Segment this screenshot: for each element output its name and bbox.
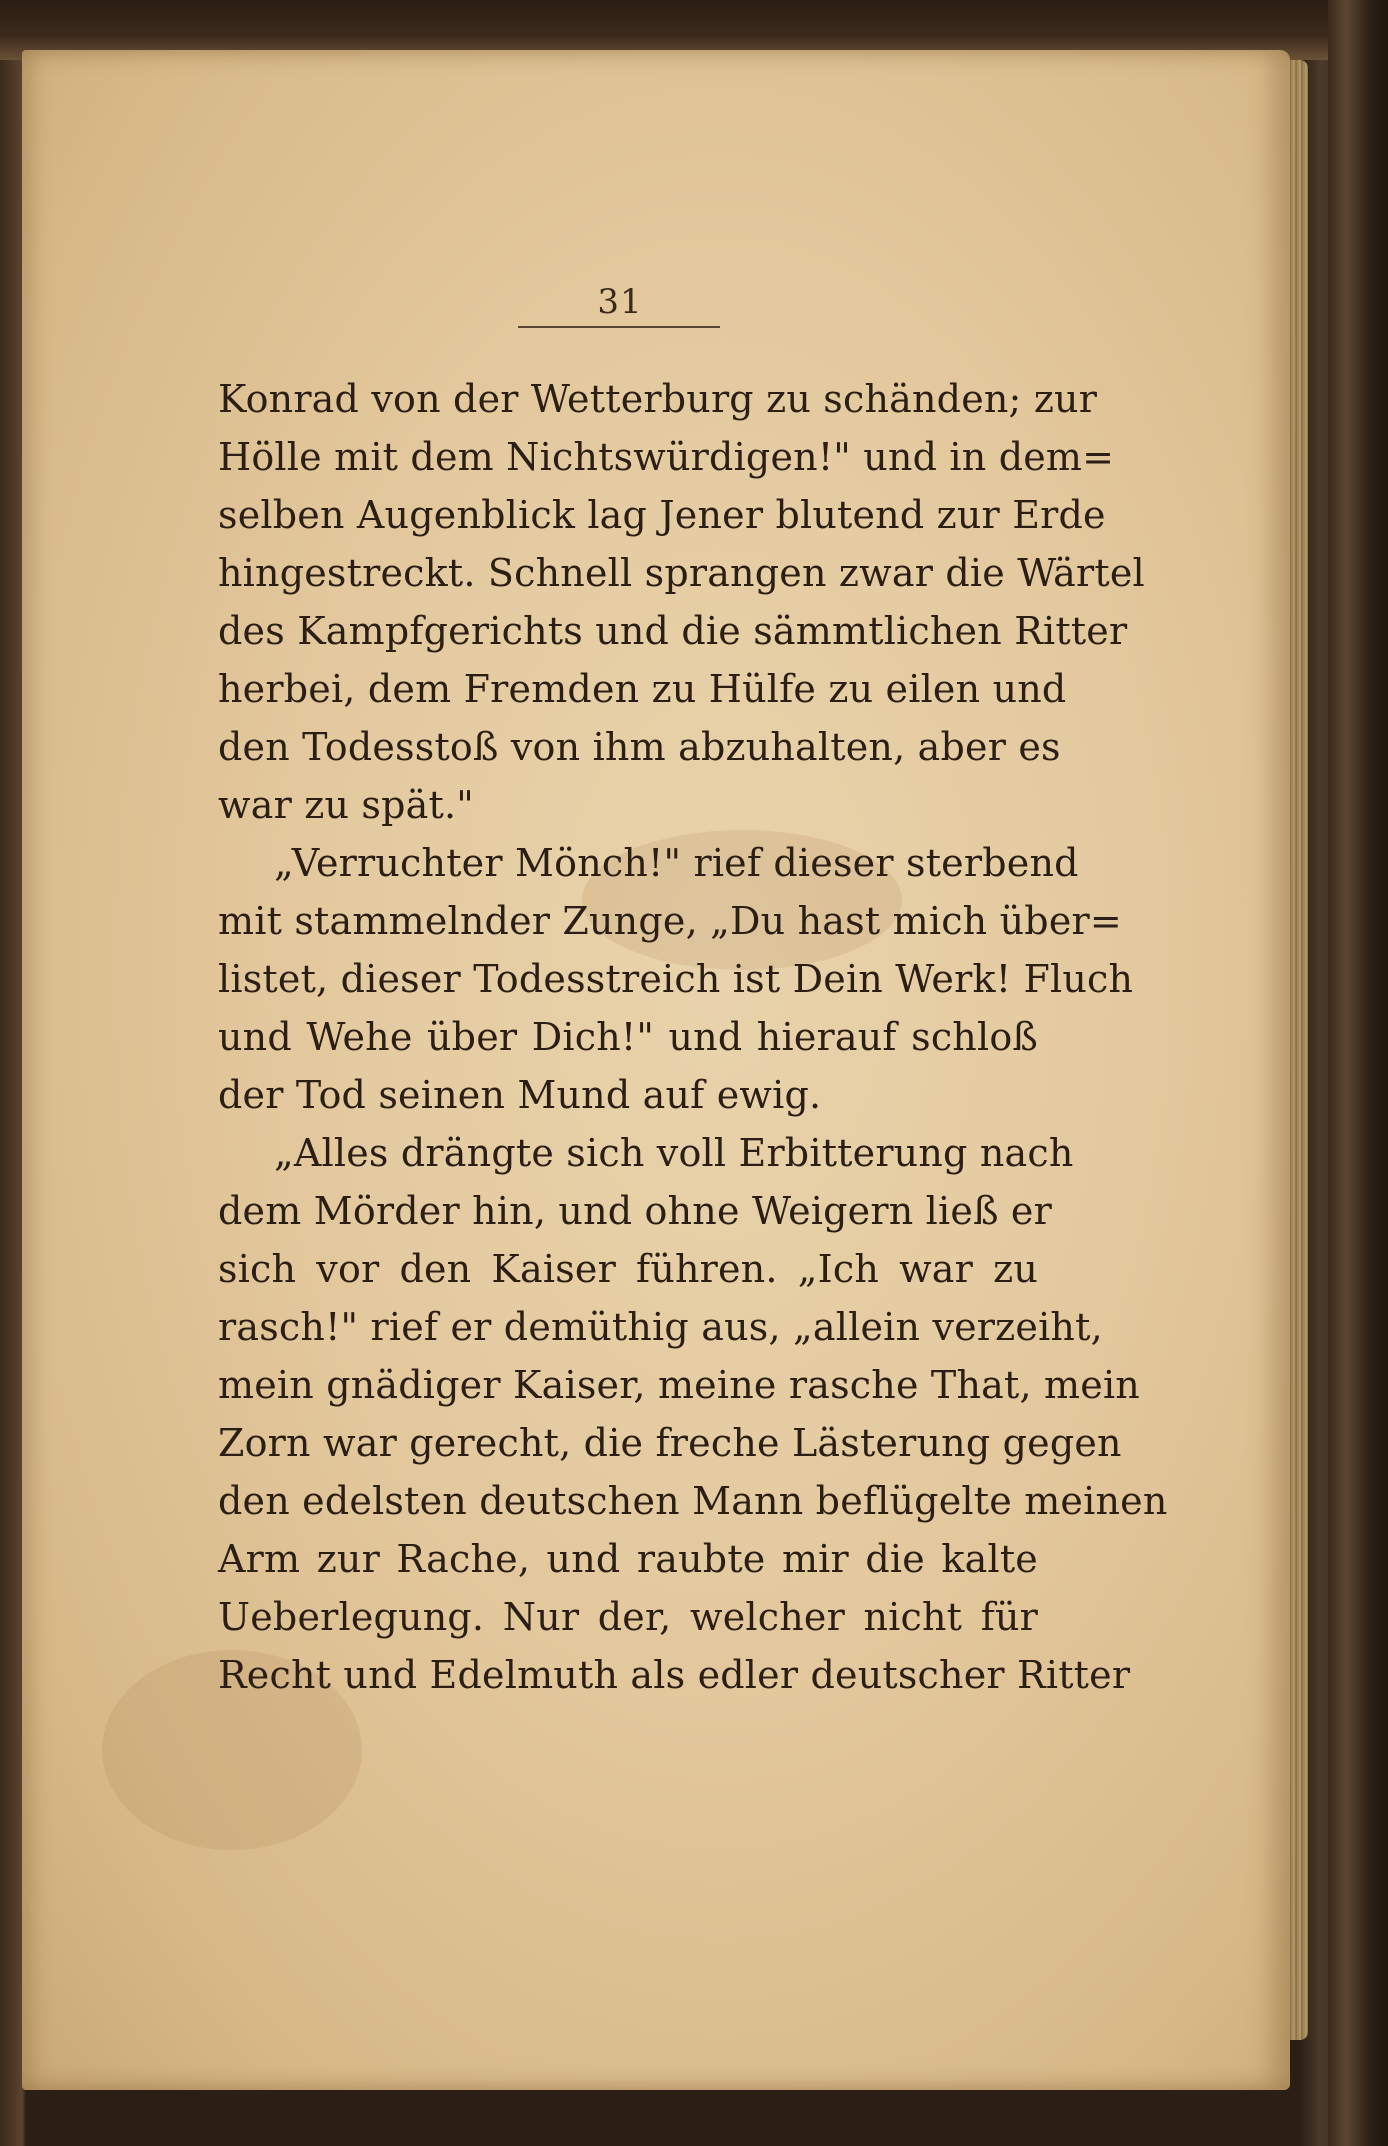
text-line: Zorn war gerecht, die freche Lästerung gegen bbox=[218, 1421, 1122, 1465]
text-line: Konrad von der Wetterburg zu schänden; zur bbox=[218, 377, 1098, 421]
body-text bbox=[218, 370, 1168, 1704]
text-line: listet, dieser Todesstreich ist Dein Werk! Fluch bbox=[218, 957, 1134, 1001]
text-line: rasch!" rief er demüthig aus, „allein verzeiht, bbox=[218, 1305, 1103, 1349]
text-line: war zu spät." bbox=[218, 783, 474, 827]
book-spine bbox=[1328, 0, 1388, 2146]
text-line: Hölle mit dem Nichtswürdigen!" und in dem= bbox=[218, 435, 1115, 479]
text-line: mein gnädiger Kaiser, meine rasche That, mein bbox=[218, 1363, 1140, 1407]
text-line: „Alles drängte sich voll Erbitterung nach bbox=[274, 1131, 1074, 1175]
text-line: sich vor den Kaiser führen. „Ich war zu bbox=[218, 1247, 1038, 1291]
text-line: mit stammelnder Zunge, „Du hast mich über= bbox=[218, 899, 1122, 943]
text-line: Ueberlegung. Nur der, welcher nicht für bbox=[218, 1595, 1038, 1639]
text-line: dem Mörder hin, und ohne Weigern ließ er bbox=[218, 1189, 1052, 1233]
text-line: selben Augenblick lag Jener blutend zur Erde bbox=[218, 493, 1106, 537]
text-line: Recht und Edelmuth als edler deutscher Ritter bbox=[218, 1653, 1131, 1697]
header-rule bbox=[518, 326, 720, 328]
text-line: den Todesstoß von ihm abzuhalten, aber es bbox=[218, 725, 1061, 769]
text-line: herbei, dem Fremden zu Hülfe zu eilen und bbox=[218, 667, 1067, 711]
text-line: und Wehe über Dich!" und hierauf schloß bbox=[218, 1015, 1038, 1059]
text-line: der Tod seinen Mund auf ewig. bbox=[218, 1073, 822, 1117]
text-line: hingestreckt. Schnell sprangen zwar die Wärtel bbox=[218, 551, 1145, 595]
text-line: des Kampfgerichts und die sämmtlichen Ritter bbox=[218, 609, 1128, 653]
text-line: den edelsten deutschen Mann beflügelte meinen bbox=[218, 1479, 1168, 1523]
page-number: 31 bbox=[597, 282, 643, 322]
text-line: „Verruchter Mönch!" rief dieser sterbend bbox=[274, 841, 1079, 885]
text-line: Arm zur Rache, und raubte mir die kalte bbox=[218, 1537, 1038, 1581]
